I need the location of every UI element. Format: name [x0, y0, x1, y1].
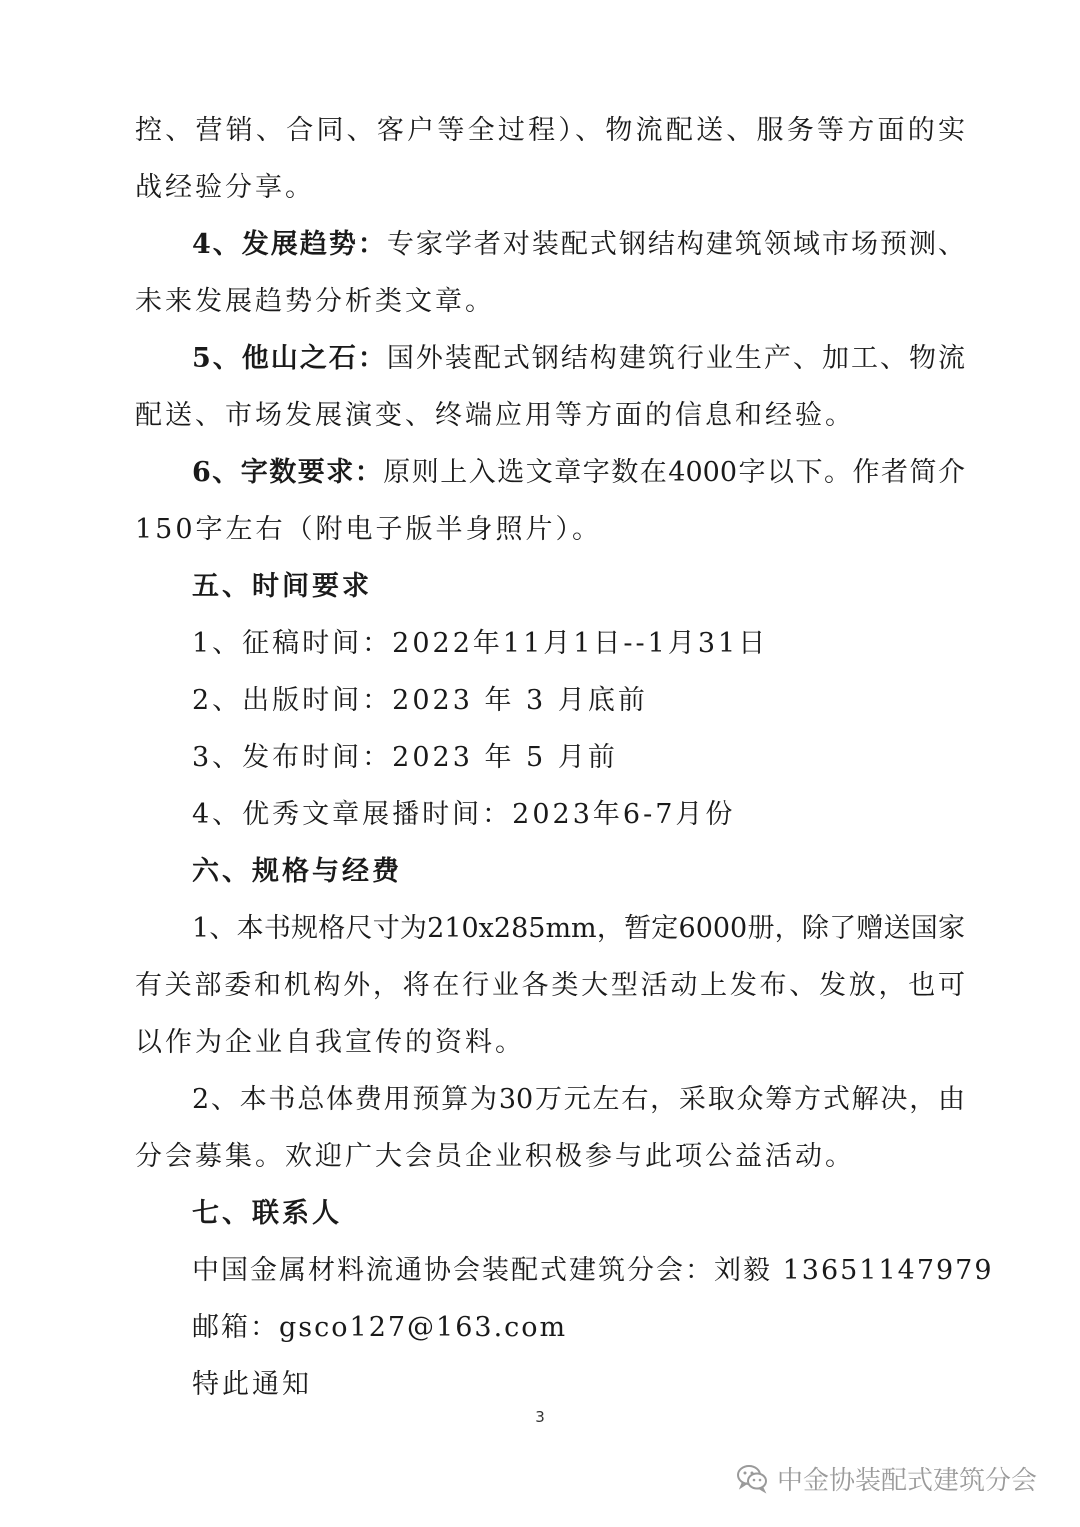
time-item: 3、发布时间：2023 年 5 月前: [192, 742, 618, 773]
paragraph-line: 有关部委和机构外，将在行业各类大型活动上发布、发放，也可: [135, 970, 965, 1001]
watermark: [735, 1458, 1037, 1498]
wechat-icon: [735, 1461, 769, 1495]
paragraph-line: 2、本书总体费用预算为30万元左右，采取众筹方式解决，由: [192, 1084, 965, 1115]
paragraph-line: 1、本书规格尺寸为210x285mm，暂定6000册，除了赠送国家: [192, 913, 965, 944]
item-development-trend: [192, 227, 965, 263]
watermark-text: 中金协装配式建筑分会: [777, 1465, 1038, 1496]
paragraph-line: 控、营销、合同、客户等全过程）、物流配送、服务等方面的实: [135, 115, 965, 146]
item-word-count: [192, 455, 965, 491]
item-text: 原则上入选文章字数在4000字以下。作者简介: [383, 457, 965, 488]
paragraph-line: 以作为企业自我宣传的资料。: [135, 1027, 525, 1058]
item-heading: 6、字数要求：: [192, 457, 384, 488]
item-heading: 5、他山之石：: [192, 343, 387, 374]
item-text: 专家学者对装配式钢结构建筑领域市场预测、: [386, 229, 965, 260]
time-item: 4、优秀文章展播时间：2023年6-7月份: [192, 799, 736, 830]
page-number: 3: [535, 1408, 545, 1426]
section-title-time: 五、时间要求: [192, 571, 372, 602]
contact-line: 中国金属材料流通协会装配式建筑分会：刘毅 13651147979: [192, 1255, 994, 1286]
email-line: 邮箱：gsco127@163.com: [192, 1312, 568, 1343]
item-heading: 4、发展趋势：: [192, 229, 387, 260]
paragraph-line: 未来发展趋势分析类文章。: [135, 286, 495, 317]
closing-line: 特此通知: [192, 1369, 312, 1400]
time-item: 2、出版时间：2023 年 3 月底前: [192, 685, 648, 716]
paragraph-line: 150字左右（附电子版半身照片）。: [135, 514, 603, 545]
item-foreign-experience: [192, 341, 965, 377]
paragraph-line: 配送、市场发展演变、终端应用等方面的信息和经验。: [135, 400, 855, 431]
item-text: 国外装配式钢结构建筑行业生产、加工、物流: [386, 343, 965, 374]
section-title-contact: 七、联系人: [192, 1198, 342, 1229]
time-item: 1、征稿时间：2022年11月1日--1月31日: [192, 628, 769, 659]
paragraph-line: 分会募集。欢迎广大会员企业积极参与此项公益活动。: [135, 1141, 855, 1172]
paragraph-line: 战经验分享。: [135, 172, 315, 203]
section-title-spec: 六、规格与经费: [192, 856, 402, 887]
